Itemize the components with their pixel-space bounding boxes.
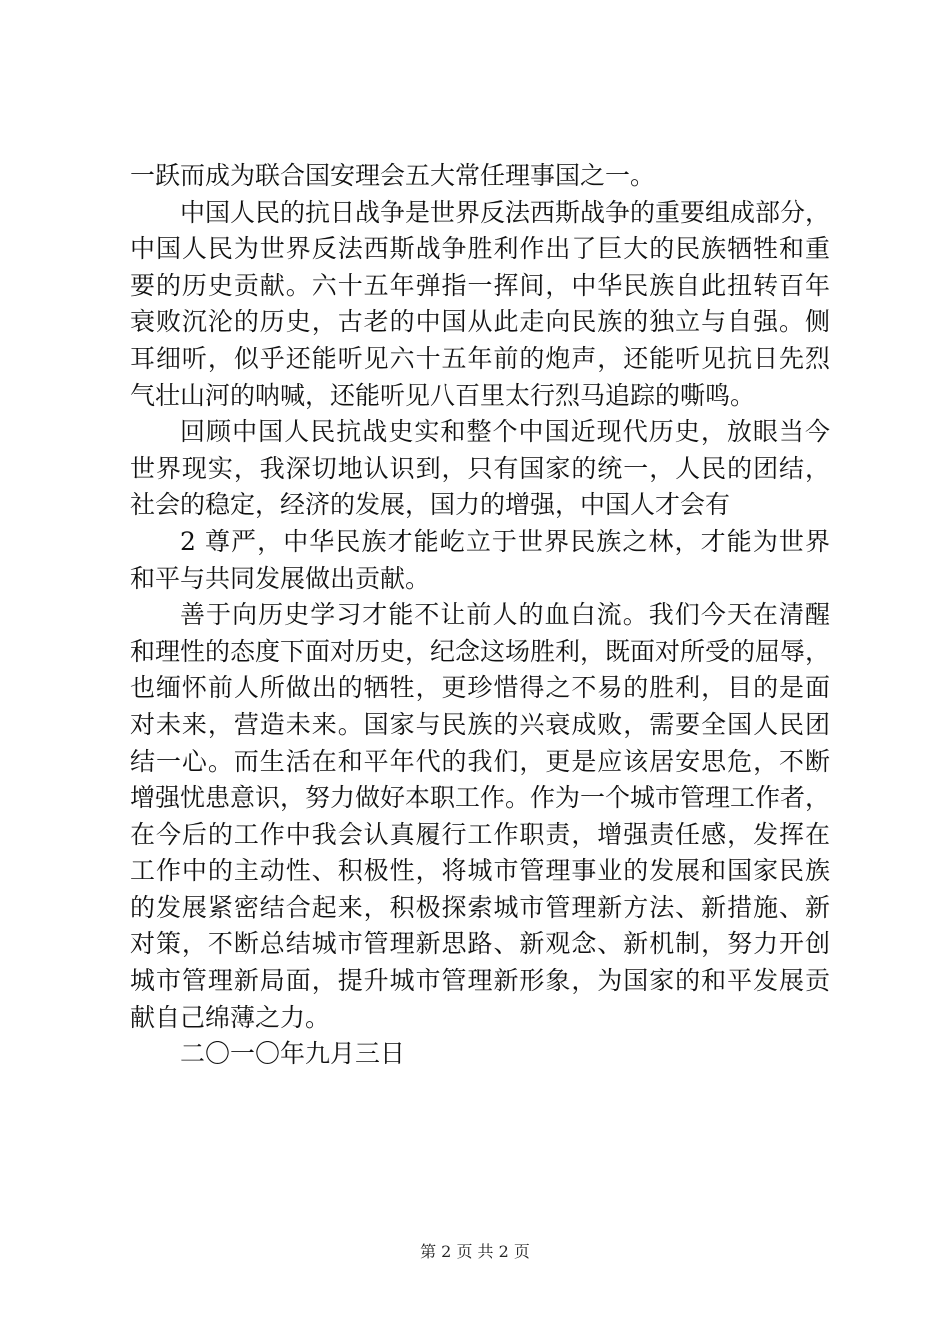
text-line: 的发展紧密结合起来，积极探索城市管理新方法、新措施、新 bbox=[130, 892, 830, 922]
text-line: 气壮山河的呐喊，还能听见八百里太行烈马追踪的嘶鸣。 bbox=[130, 380, 756, 410]
text-line: 世界现实，我深切地认识到，只有国家的统一，人民的团结， bbox=[130, 453, 830, 483]
paragraph-first-line: 回顾中国人民抗战史实和整个中国近现代历史，放眼当今 bbox=[180, 417, 830, 447]
page-footer: 第 2 页 共 2 页 bbox=[420, 1242, 530, 1261]
text-line: 在今后的工作中我会认真履行工作职责，增强责任感，发挥在 bbox=[130, 819, 830, 849]
document-body bbox=[130, 158, 830, 1073]
date-line: 二〇一〇年九月三日 bbox=[180, 1039, 406, 1069]
text-line: 耳细听，似乎还能听见六十五年前的炮声，还能听见抗日先烈 bbox=[130, 343, 830, 373]
text-line: 中国人民为世界反法西斯战争胜利作出了巨大的民族牺牲和重 bbox=[130, 234, 830, 264]
text-line: 对策，不断总结城市管理新思路、新观念、新机制，努力开创 bbox=[130, 929, 830, 959]
text-line: 增强忧患意识，努力做好本职工作。作为一个城市管理工作者， bbox=[130, 783, 831, 813]
text-line: 工作中的主动性、积极性，将城市管理事业的发展和国家民族 bbox=[130, 856, 830, 886]
text-line: 衰败沉沦的历史，古老的中国从此走向民族的独立与自强。侧 bbox=[130, 307, 830, 337]
text-line: 对未来，营造未来。国家与民族的兴衰成败，需要全国人民团 bbox=[130, 709, 830, 739]
text-line: 要的历史贡献。六十五年弹指一挥间，中华民族自此扭转百年 bbox=[130, 270, 830, 300]
text-line: 结一心。而生活在和平年代的我们，更是应该居安思危，不断 bbox=[130, 746, 830, 776]
paragraph-first-line: 善于向历史学习才能不让前人的血白流。我们今天在清醒 bbox=[180, 600, 830, 630]
text-line: 和理性的态度下面对历史，纪念这场胜利，既面对所受的屈辱， bbox=[130, 636, 831, 666]
paragraph-first-line: 2 尊严，中华民族才能屹立于世界民族之林，才能为世界 bbox=[180, 526, 830, 556]
text-line: 一跃而成为联合国安理会五大常任理事国之一。 bbox=[130, 161, 656, 190]
text-line: 和平与共同发展做出贡献。 bbox=[130, 563, 431, 593]
text-line: 也缅怀前人所做出的牺牲，更珍惜得之不易的胜利，目的是面 bbox=[130, 673, 830, 703]
text-line: 献自己绵薄之力。 bbox=[130, 1002, 331, 1032]
paragraph-first-line: 中国人民的抗日战争是世界反法西斯战争的重要组成部分， bbox=[180, 197, 831, 227]
text-line: 城市管理新局面，提升城市管理新形象，为国家的和平发展贡 bbox=[130, 966, 830, 996]
text-line: 社会的稳定，经济的发展，国力的增强，中国人才会有 bbox=[130, 490, 731, 520]
